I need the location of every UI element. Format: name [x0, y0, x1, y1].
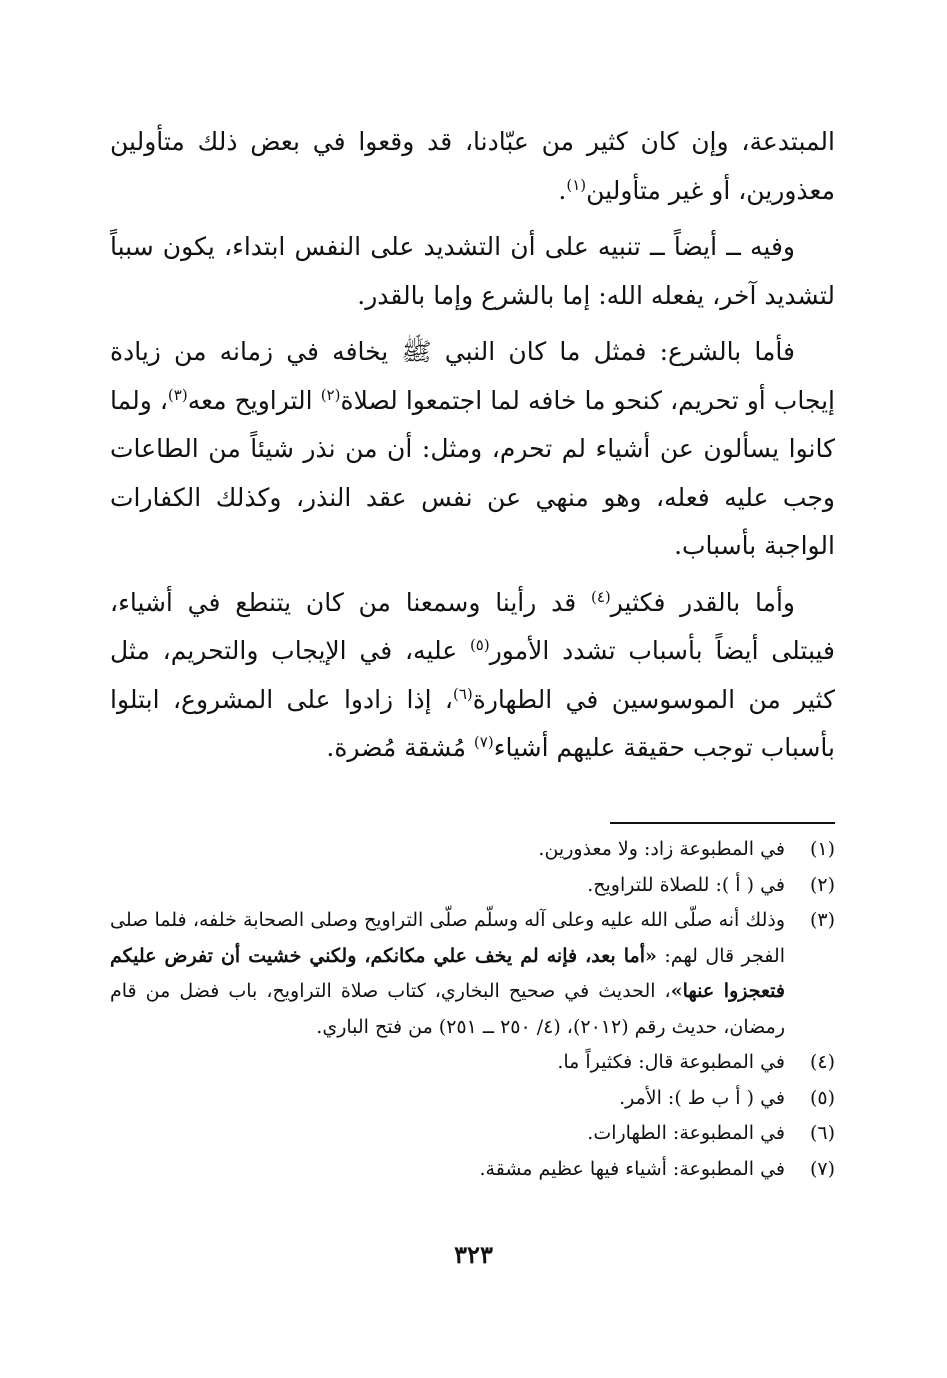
footnote-1	[110, 832, 835, 868]
hadith-quote: «أما بعد، فإنه لم يخف علي مكانكم، ولكني خشيت أن تفرض عليكم فتعجزوا عنها»	[110, 944, 785, 1002]
footnote-number: (٣)	[809, 909, 835, 931]
footnote-number: (٧)	[809, 1157, 835, 1180]
footnote-ref-1[interactable]: (١)	[566, 175, 587, 194]
footnote-text: في ( أ ): للصلاة للتراويح.	[587, 873, 785, 896]
footnote-text: في ( أ ب ط ): الأمر.	[619, 1086, 785, 1109]
paragraph-2: وفيه ــ أيضاً ــ تنبيه على أن التشديد على النفس ابتداء، يكون سبباً لتشديد آخر، يفعله الله: إما بالشرع وإما بالقدر.	[110, 232, 835, 310]
footnote-number: (١)	[809, 838, 835, 860]
paragraph-text: فأما بالشرع: فمثل ما كان النبي ﷺ يخافه في زمانه من زيادة إيجاب أو تحريم، كنحو ما خافه لما اجتمعوا لصلاة	[110, 337, 836, 415]
footnotes-section	[110, 832, 835, 1187]
footnote-ref-3[interactable]: (٣)	[167, 385, 188, 404]
footnote-ref-2[interactable]: (٢)	[320, 385, 341, 404]
footnote-ref-6[interactable]: (٦)	[452, 684, 473, 703]
footnote-7	[110, 1152, 835, 1188]
footnote-number: (٢)	[809, 873, 835, 896]
paragraph-4	[110, 579, 835, 773]
paragraph-text: التراويح معه	[187, 385, 321, 415]
paragraph-text: ، ولما كانوا يسألون عن أشياء لم تحرم، ومثل: أن من نذر شيئاً من الطاعات وجب عليه فعله، وهو منهي عن نفس عقد النذر، وكذلك الكفارات الواجبة بأسباب.	[110, 385, 835, 560]
footnote-2	[110, 868, 835, 904]
footnote-number: (٥)	[809, 1086, 835, 1109]
paragraph-text: وأما بالقدر فكثير	[610, 587, 796, 617]
footnote-text: في المطبوعة: الطهارات.	[587, 1122, 785, 1144]
paragraph-text: مُشقة مُضرة.	[326, 733, 474, 762]
paragraph-3	[110, 328, 835, 571]
footnote-5	[110, 1081, 835, 1117]
paragraph-text: عليه، في الإيجاب والتحريم، مثل كثير من الموسوسين في الطهارة	[110, 636, 835, 714]
footnote-6	[110, 1116, 835, 1152]
paragraph-text: ، إذا زادوا على المشروع، ابتلوا بأسباب توجب حقيقة عليهم أشياء	[110, 684, 835, 762]
footnote-ref-5[interactable]: (٥)	[469, 636, 490, 654]
footnote-3	[110, 903, 835, 1045]
footnote-text: في المطبوعة قال: فكثيراً ما.	[557, 1051, 785, 1073]
footnote-ref-4[interactable]: (٤)	[590, 587, 611, 606]
footnote-number: (٤)	[809, 1051, 835, 1073]
footnote-number: (٦)	[809, 1122, 835, 1144]
page-number: ٣٢٣	[454, 1240, 493, 1269]
footnote-text: في المطبوعة زاد: ولا معذورين.	[538, 838, 785, 860]
footnote-text	[110, 903, 785, 1045]
paragraph-text: المبتدعة، وإن كان كثير من عبّادنا، قد وقعوا في بعض ذلك متأولين معذورين، أو غير متأولين	[110, 127, 835, 205]
footnote-text-part: وذلك أنه صلّى الله عليه وعلى آله وسلّم صلّى التراويح وصلى الصحابة خلفه، فلما صلى الفجر قال لهم:	[110, 909, 785, 967]
footnote-text: في المطبوعة: أشياء فيها عظيم مشقة.	[479, 1157, 785, 1180]
footnote-divider	[610, 822, 835, 824]
paragraph-text: .	[558, 175, 567, 205]
paragraph-text: قد رأينا وسمعنا من كان يتنطع في أشياء، فيبتلى أيضاً بأسباب تشدد الأمور	[110, 587, 835, 665]
footnote-text-part: ، الحديث في صحيح البخاري، كتاب صلاة التراويح، باب فضل من قام رمضان، حديث رقم (٢٠١٢)، (٤/ ٢٥٠ ــ ٢٥١) من فتح الباري.	[110, 980, 785, 1038]
footnote-4	[110, 1045, 835, 1081]
paragraph-1	[110, 118, 835, 215]
footnote-ref-7[interactable]: (٧)	[473, 733, 494, 751]
main-text	[110, 118, 835, 781]
